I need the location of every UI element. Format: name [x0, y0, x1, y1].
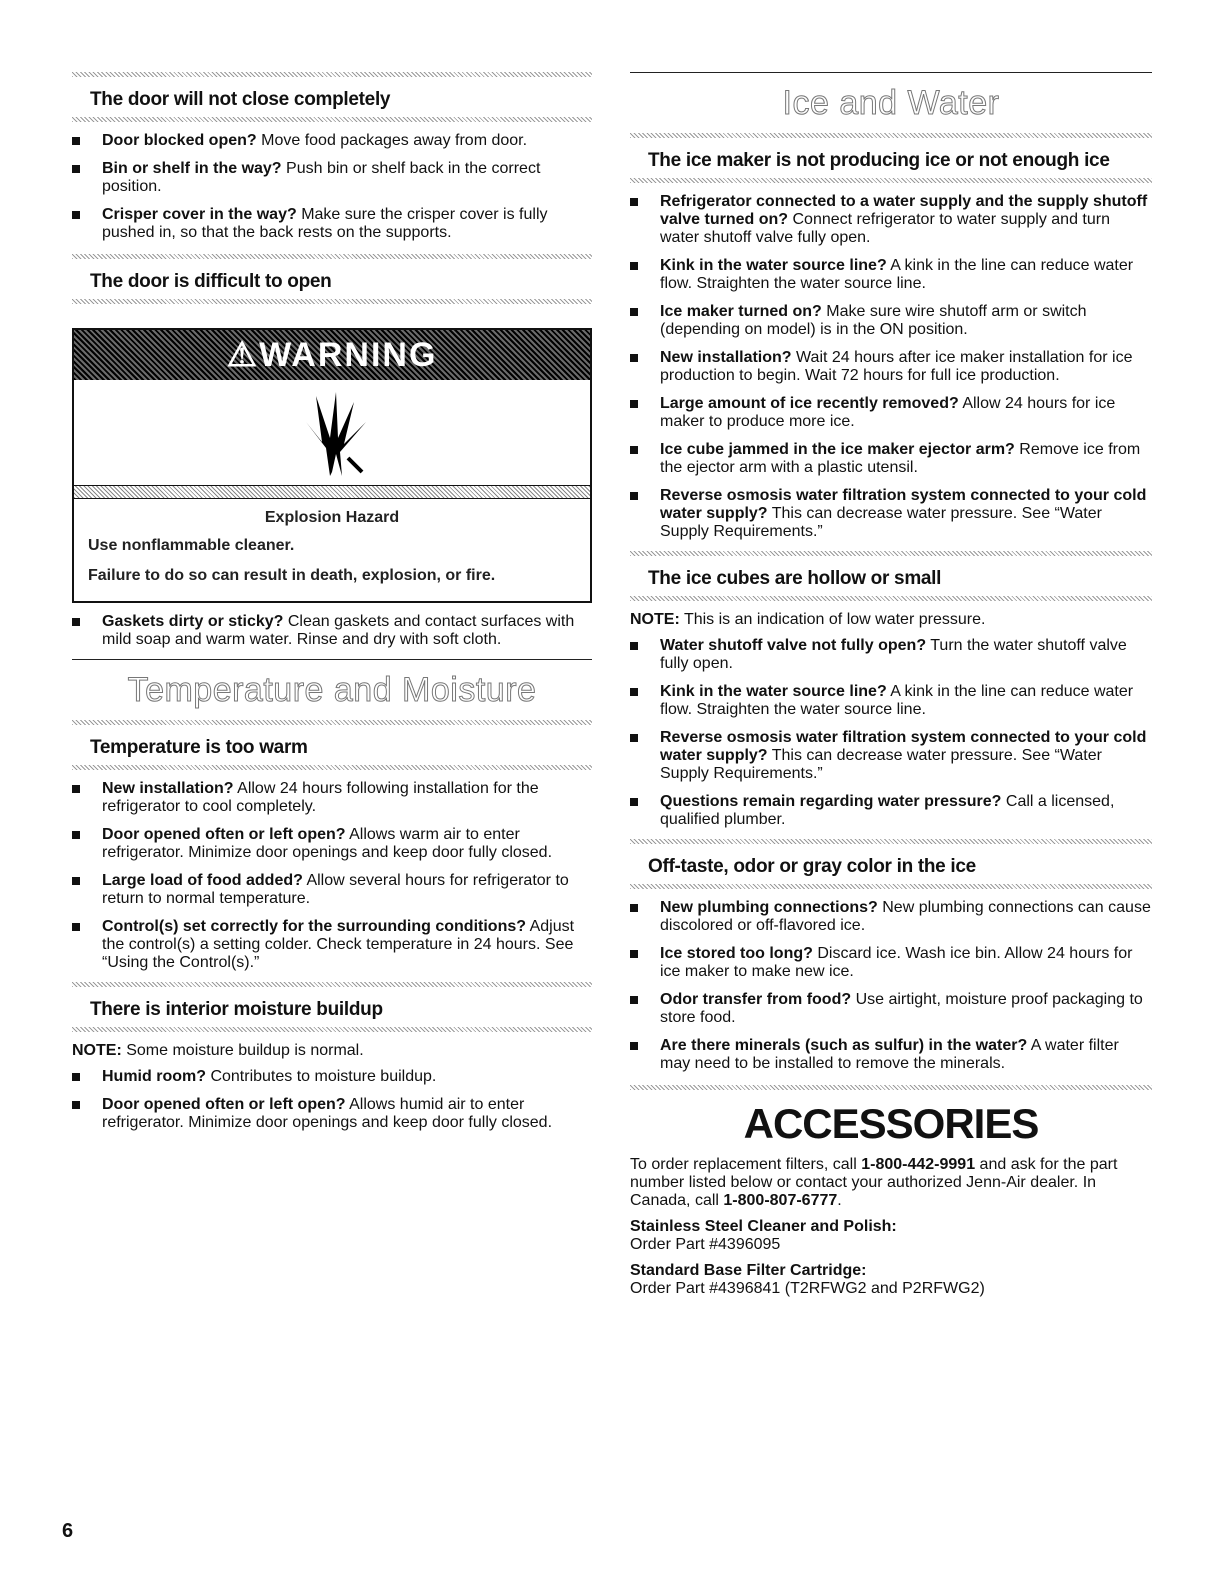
warning-line-1: Use nonflammable cleaner.: [88, 537, 295, 554]
not-producing-list: [630, 193, 1152, 541]
bullet-icon: [630, 446, 638, 454]
list-item: New plumbing connections? New plumbing connections can cause discolored or off-flavored ice.: [630, 899, 1152, 935]
list-item: Ice cube jammed in the ice maker ejector arm? Remove ice from the ejector arm with a plastic utensil.: [630, 441, 1152, 477]
moisture-note: NOTE: Some moisture buildup is normal.: [72, 1042, 364, 1059]
list-item: Questions remain regarding water pressure? Call a licensed, qualified plumber.: [630, 793, 1152, 829]
list-item: Gaskets dirty or sticky? Clean gaskets and contact surfaces with mild soap and warm water. Rinse and dry with soft cloth.: [72, 613, 592, 649]
bullet-icon: [72, 1073, 80, 1081]
list-item: Water shutoff valve not fully open? Turn the water shutoff valve fully open.: [630, 637, 1152, 673]
right-column: [630, 72, 1152, 1298]
list-item: Ice stored too long? Discard ice. Wash ice bin. Allow 24 hours for ice maker to make new ice.: [630, 945, 1152, 981]
list-item: Crisper cover in the way? Make sure the crisper cover is fully pushed in, so that the back rests on the supports.: [72, 206, 592, 242]
list-item: Are there minerals (such as sulfur) in the water? A water filter may need to be installed to remove the minerals.: [630, 1037, 1152, 1073]
section-title-temperature: Temperature and Moisture: [127, 671, 537, 709]
accessory-part: Standard Base Filter Cartridge: Order Part #4396841 (T2RFWG2 and P2RFWG2): [630, 1262, 985, 1297]
bullet-icon: [630, 492, 638, 500]
bullet-icon: [72, 923, 80, 931]
list-item: Kink in the water source line? A kink in the line can reduce water flow. Straighten the water source line.: [630, 257, 1152, 293]
list-item: Large amount of ice recently removed? Allow 24 hours for ice maker to produce more ice.: [630, 395, 1152, 431]
bullet-icon: [630, 734, 638, 742]
heading-hollow: The ice cubes are hollow or small: [648, 568, 942, 589]
bullet-icon: [630, 798, 638, 806]
bullet-icon: [630, 904, 638, 912]
phone-canada: 1-800-807-6777: [723, 1192, 838, 1209]
list-item: Ice maker turned on? Make sure wire shutoff arm or switch (depending on model) is in the ON position.: [630, 303, 1152, 339]
hollow-note: NOTE: This is an indication of low water pressure.: [630, 611, 986, 628]
bullet-icon: [72, 618, 80, 626]
door-open-list: [72, 613, 592, 649]
warning-text: [74, 499, 590, 601]
list-item: Reverse osmosis water filtration system connected to your cold water supply? This can decrease water pressure. See “Water Supply Requirements.”: [630, 729, 1152, 783]
warning-triangle-icon: ⚠: [226, 336, 260, 374]
too-warm-list: [72, 780, 592, 972]
explosion-icon: [74, 380, 590, 485]
section-divider: [72, 117, 592, 122]
bullet-icon: [72, 211, 80, 219]
warning-box: [72, 328, 592, 603]
section-divider: [630, 1085, 1152, 1090]
off-taste-list: [630, 899, 1152, 1073]
left-column: [72, 72, 592, 1142]
section-divider: [630, 596, 1152, 601]
heading-moisture: There is interior moisture buildup: [90, 999, 383, 1020]
list-item: Door opened often or left open? Allows humid air to enter refrigerator. Minimize door openings and keep door fully closed.: [72, 1096, 592, 1132]
bullet-icon: [630, 642, 638, 650]
bullet-icon: [630, 950, 638, 958]
accessory-part: Stainless Steel Cleaner and Polish: Order Part #4396095: [630, 1218, 897, 1253]
bullet-icon: [630, 354, 638, 362]
accessories-intro: To order replacement filters, call 1-800-442-9991 and ask for the part number listed below or contact your authorized Jenn-Air dealer. In Canada, call 1-800-807-6777.: [630, 1156, 1118, 1209]
moisture-list: [72, 1068, 592, 1132]
bullet-icon: [72, 785, 80, 793]
heading-off-taste: Off-taste, odor or gray color in the ice: [648, 856, 976, 877]
list-item: Control(s) set correctly for the surrounding conditions? Adjust the control(s) a setting colder. Check temperature in 24 hours. See “Using the Control(s).”: [72, 918, 592, 972]
bullet-icon: [72, 877, 80, 885]
bullet-icon: [630, 308, 638, 316]
section-divider: [630, 178, 1152, 183]
list-item: Reverse osmosis water filtration system connected to your cold water supply? This can decrease water pressure. See “Water Supply Requirements.”: [630, 487, 1152, 541]
heading-too-warm: Temperature is too warm: [90, 737, 308, 758]
heading-not-producing: The ice maker is not producing ice or not enough ice: [648, 150, 1110, 171]
warning-hazard: Explosion Hazard: [264, 509, 400, 526]
list-item: Door opened often or left open? Allows warm air to enter refrigerator. Minimize door openings and keep door fully closed.: [72, 826, 592, 862]
bullet-icon: [72, 1101, 80, 1109]
hollow-list: [630, 637, 1152, 829]
warning-banner: [74, 330, 590, 380]
bullet-icon: [630, 400, 638, 408]
bullet-icon: [72, 137, 80, 145]
list-item: Odor transfer from food? Use airtight, moisture proof packaging to store food.: [630, 991, 1152, 1027]
door-close-list: [72, 132, 592, 242]
bullet-icon: [630, 262, 638, 270]
list-item: Bin or shelf in the way? Push bin or shelf back in the correct position.: [72, 160, 592, 196]
accessories-title: ACCESSORIES: [743, 1100, 1039, 1147]
phone-us: 1-800-442-9991: [861, 1156, 976, 1173]
bullet-icon: [630, 688, 638, 696]
section-divider: [72, 299, 592, 304]
section-divider: [72, 765, 592, 770]
warning-separator: [74, 485, 590, 499]
list-item: New installation? Wait 24 hours after ice maker installation for ice production to begin. Wait 72 hours for full ice production.: [630, 349, 1152, 385]
bullet-icon: [630, 1042, 638, 1050]
bullet-icon: [630, 198, 638, 206]
warning-label: WARNING: [259, 336, 438, 374]
section-divider: [630, 884, 1152, 889]
list-item: Kink in the water source line? A kink in the line can reduce water flow. Straighten the water source line.: [630, 683, 1152, 719]
list-item: Refrigerator connected to a water supply and the supply shutoff valve turned on? Connect refrigerator to water supply and turn water shutoff valve fully open.: [630, 193, 1152, 247]
section-title-ice-water: Ice and Water: [782, 84, 1000, 122]
section-divider: [72, 1027, 592, 1032]
warning-line-2: Failure to do so can result in death, explosion, or fire.: [88, 567, 496, 584]
bullet-icon: [72, 165, 80, 173]
list-item: New installation? Allow 24 hours following installation for the refrigerator to cool completely.: [72, 780, 592, 816]
list-item: Door blocked open? Move food packages away from door.: [72, 132, 592, 150]
bullet-icon: [72, 831, 80, 839]
bullet-icon: [630, 996, 638, 1004]
list-item: Humid room? Contributes to moisture buildup.: [72, 1068, 592, 1086]
heading-door-close: The door will not close completely: [90, 89, 391, 110]
list-item: Large load of food added? Allow several hours for refrigerator to return to normal temperature.: [72, 872, 592, 908]
page-number: 6: [62, 1520, 74, 1542]
heading-door-open: The door is difficult to open: [90, 271, 332, 292]
